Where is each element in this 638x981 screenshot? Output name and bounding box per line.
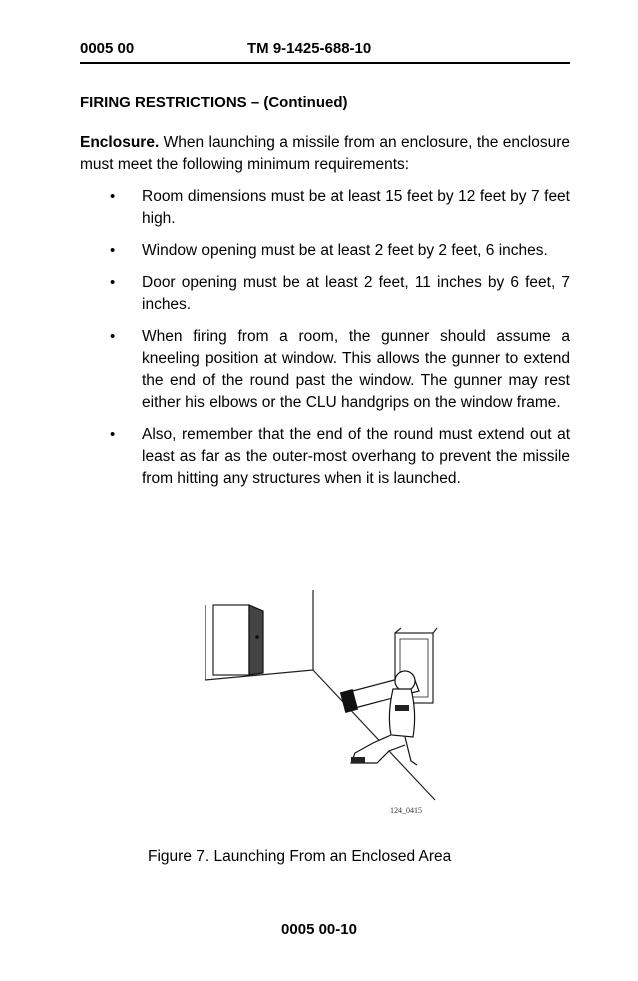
- gunner-torso: [389, 689, 414, 737]
- intro-paragraph: [80, 132, 570, 176]
- window-depth-right: [433, 628, 437, 633]
- requirements-list: [80, 186, 570, 500]
- list-item: [80, 326, 570, 414]
- door-frame: [213, 605, 249, 675]
- figure-id-label: 124_0415: [390, 806, 422, 815]
- list-item: [80, 424, 570, 490]
- list-item: [80, 272, 570, 316]
- bullet-icon: •: [110, 274, 116, 291]
- enclosure-launch-illustration: [205, 585, 450, 825]
- open-door: [249, 605, 263, 675]
- bullet-icon: •: [110, 242, 116, 259]
- section-title: FIRING RESTRICTIONS – (Continued): [80, 94, 348, 111]
- bullet-icon: •: [110, 328, 116, 345]
- list-item-text: Room dimensions must be at least 15 feet by 12 feet by 7 feet high.: [142, 188, 570, 227]
- list-item-text: Door opening must be at least 2 feet, 11 inches by 6 feet, 7 inches.: [142, 274, 570, 313]
- page-header: [80, 40, 570, 64]
- gunner-head: [395, 671, 415, 691]
- figure-caption: Figure 7. Launching From an Enclosed Area: [148, 848, 452, 865]
- intro-text: When launching a missile from an enclosure, the enclosure must meet the following minimum requirements:: [80, 134, 570, 173]
- figure-illustration: [205, 585, 450, 825]
- list-item: [80, 240, 570, 262]
- door-knob: [255, 635, 258, 638]
- page-number: 0005 00-10: [281, 921, 357, 938]
- gunner-rear-leg: [405, 737, 417, 765]
- bullet-icon: •: [110, 426, 116, 443]
- tm-number: TM 9-1425-688-10: [247, 40, 372, 57]
- list-item-text: When firing from a room, the gunner should assume a kneeling position at window. This allows the gunner to extend the end of the round past the window. The gunner may rest either his elbows or the CLU handgrips on the window frame.: [142, 328, 570, 411]
- intro-lead: Enclosure.: [80, 134, 160, 151]
- list-item-text: Also, remember that the end of the round must extend out at least as far as the outer-most overhang to prevent the missile from hitting any structures when it is launched.: [142, 426, 570, 487]
- gunner-boot: [351, 757, 365, 763]
- bullet-icon: •: [110, 188, 116, 205]
- gunner-belt: [395, 705, 409, 711]
- list-item: [80, 186, 570, 230]
- list-item-text: Window opening must be at least 2 feet by 2 feet, 6 inches.: [142, 242, 548, 259]
- work-package-number: 0005 00: [80, 40, 135, 57]
- window-depth: [395, 628, 401, 633]
